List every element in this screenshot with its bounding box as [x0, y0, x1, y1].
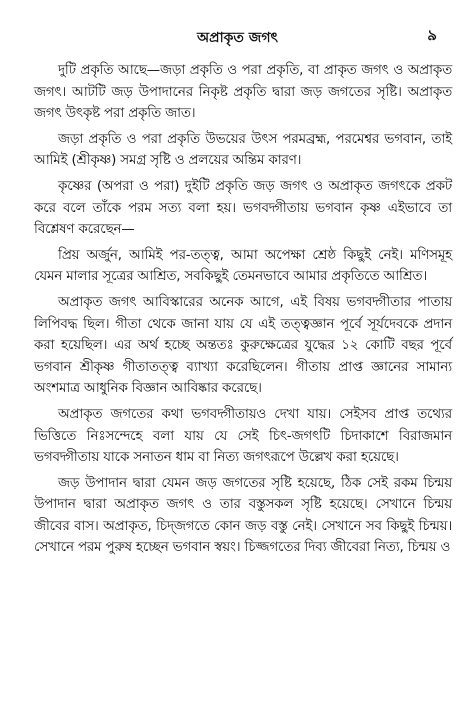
paragraph: দুটি প্রকৃতি আছে—জড়া প্রকৃতি ও পরা প্রকৃতি, বা প্রাকৃত জগৎ ও অপ্রাকৃত জগৎ। আটটি জড় উপাদানের নিকৃষ্ট প্রকৃতি দ্বারা জড় জগতের সৃষ্টি। অপ্রাকৃত জগৎ উৎকৃষ্ট পরা প্রকৃতি জাত। [34, 63, 452, 122]
quoted-verse: প্রিয় অর্জুন, আমিই পর-তত্ত্ব, আমা অপেক্ষা শ্রেষ্ঠ কিছুই নেই। মণিসমূহ যেমন মালার সূত্রের আশ্রিত, সবকিছুই তেমনভাবে আমার প্রকৃতিতে আশ্রিত। [34, 247, 452, 285]
running-title: অপ্রাকৃত জগৎ [197, 30, 278, 46]
paragraph: জড়া প্রকৃতি ও পরা প্রকৃতি উভয়ের উৎস পরমব্রহ্ম, পরমেশ্বর ভগবান, তাই আমিই (শ্রীকৃষ্ণ) সমগ্র সৃষ্টি ও প্রলয়ের অন্তিম কারণ। [34, 131, 452, 169]
paragraph: জড় উপাদান দ্বারা যেমন জড় জগতের সৃষ্টি হয়েছে, ঠিক সেই রকম চিন্ময় উপাদান দ্বারা অপ্রাকৃত জগৎ ও তার বস্তুসকল সৃষ্টি হয়েছে। সেখানে চিন্ময় জীবের বাস। অপ্রাকৃত, চিদ্জগতে কোন জড় বস্তু নেই। সেখানে সব কিছুই চিন্ময়। সেখানে পরম পুরুষ হচ্ছেন ভগবান স্বয়ং। চিজ্জগতের দিব্য জীবেরা নিত্য, চিন্ময় ও [34, 475, 452, 556]
page-header [0, 22, 475, 50]
page-number: ৯ [427, 26, 437, 44]
paragraph: অপ্রাকৃত জগতের কথা ভগবদ্গীতায়ও দেখা যায়। সেইসব প্রাপ্ত তথ্যের ভিত্তিতে নিঃসন্দেহে বলা যায় যে সেই চিৎ-জগৎটি চিদাকাশে বিরাজমান ভগবদ্গীতায় যাকে সনাতন ধাম বা নিত্য জগৎরূপে উল্লেখ করা হয়েছে। [34, 406, 452, 466]
paragraph: অপ্রাকৃত জগৎ আবিস্কারের অনেক আগে, এই বিষয় ভগবদ্গীতার পাতায় লিপিবদ্ধ ছিল। গীতা থেকে জানা যায় যে এই তত্ত্বজ্ঞান পূর্বে সূর্যদেবকে প্রদান করা হয়েছিল। এর অর্থ হচ্ছে অন্ততঃ কুরুক্ষেত্রের যুদ্ধের ১২ কোটি বছর পূর্বে ভগবান শ্রীকৃষ্ণ গীতাতত্ত্ব ব্যাখ্যা করেছিলেন। গীতায় প্রাপ্ত জ্ঞানের সামান্য অংশমাত্র আধুনিক বিজ্ঞান আবিষ্কার করেছে। [34, 294, 452, 397]
body-text [34, 60, 452, 563]
paragraph: কৃষ্ণের (অপরা ও পরা) দুইটি প্রকৃতি জড় জগৎ ও অপ্রাকৃত জগৎকে প্রকট করে বলে তাঁকে পরম সত্য বলা হয়। ভগবদ্গীতায় ভগবান কৃষ্ণ এইভাবে তা বিশ্লেষণ করেছেন— [34, 178, 452, 238]
